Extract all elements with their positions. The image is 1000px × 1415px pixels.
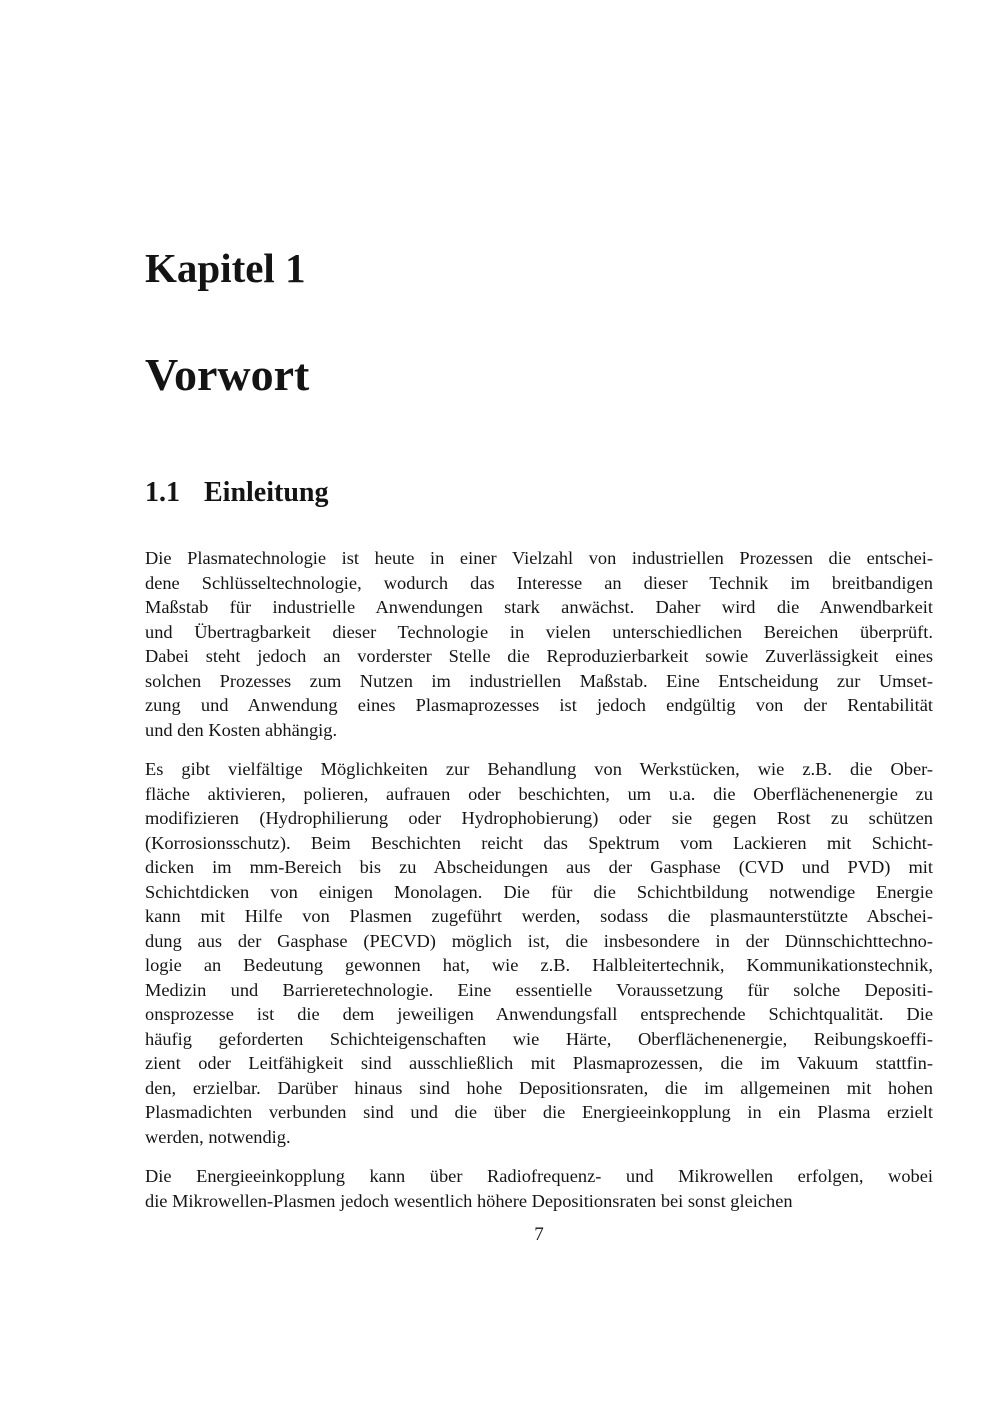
- section-heading: [145, 477, 328, 509]
- text-line: zung und Anwendung eines Plasmaprozesses ist jedoch endgültig von der Rentabilität: [145, 695, 933, 715]
- text-line: modifizieren (Hydrophilierung oder Hydrophobierung) oder sie gegen Rost zu schützen: [145, 808, 933, 828]
- text-line: dicken im mm-Bereich bis zu Abscheidungen aus der Gasphase (CVD und PVD) mit: [145, 857, 933, 877]
- text-line: Es gibt vielfältige Möglichkeiten zur Behandlung von Werkstücken, wie z.B. die Ober-: [145, 759, 933, 779]
- paragraph-2: [145, 757, 933, 1149]
- text-line: (Korrosionsschutz). Beim Beschichten reicht das Spektrum vom Lackieren mit Schicht-: [145, 832, 933, 853]
- text-line: zient oder Leitfähigkeit sind ausschließlich mit Plasmaprozessen, die im Vakuum stattfin-: [145, 1053, 933, 1073]
- text-line: Medizin und Barrieretechnologie. Eine essentielle Voraussetzung für solche Depositi-: [145, 979, 933, 1000]
- text-line: und Übertragbarkeit dieser Technologie in vielen unterschiedlichen Bereichen überprüft.: [145, 621, 933, 642]
- text-line: Dabei steht jedoch an vorderster Stelle die Reproduzierbarkeit sowie Zuverlässigkeit eines: [145, 646, 933, 666]
- page-number: 7: [534, 1224, 544, 1245]
- section-number: 1.1: [145, 477, 180, 508]
- paragraph-1: [145, 546, 933, 742]
- text-line: kann mit Hilfe von Plasmen zugeführt werden, sodass die plasmaunterstützte Abschei-: [145, 906, 933, 926]
- text-line: solchen Prozesses zum Nutzen im industriellen Maßstab. Eine Entscheidung zur Umset-: [145, 670, 933, 691]
- section-title: Einleitung: [204, 477, 329, 508]
- text-line: dung aus der Gasphase (PECVD) möglich ist, die insbesondere in der Dünnschichttechno-: [145, 930, 933, 951]
- text-line: dene Schlüsseltechnologie, wodurch das Interesse an dieser Technik im breitbandigen: [145, 572, 933, 593]
- text-line: Die Plasmatechnologie ist heute in einer Vielzahl von industriellen Prozessen die entschei-: [145, 548, 933, 568]
- text-line: die Mikrowellen-Plasmen jedoch wesentlich höhere Depositionsraten bei sonst gleichen: [145, 1190, 793, 1211]
- text-line: und den Kosten abhängig.: [145, 719, 338, 740]
- text-line: häufig geforderten Schichteigenschaften wie Härte, Oberflächenenergie, Reibungskoeffi-: [145, 1028, 933, 1049]
- text-line: logie an Bedeutung gewonnen hat, wie z.B. Halbleitertechnik, Kommunikationstechnik,: [145, 955, 933, 975]
- text-line: fläche aktivieren, polieren, aufrauen oder beschichten, um u.a. die Oberflächenenergie zu: [145, 783, 933, 804]
- text-line: werden, notwendig.: [145, 1126, 291, 1147]
- chapter-number-heading: Kapitel 1: [145, 245, 306, 291]
- paragraph-3: [145, 1164, 933, 1213]
- text-line: Maßstab für industrielle Anwendungen stark anwächst. Daher wird die Anwendbarkeit: [145, 597, 933, 617]
- text-line: Die Energieeinkopplung kann über Radiofrequenz- und Mikrowellen erfolgen, wobei: [145, 1166, 933, 1186]
- text-line: den, erzielbar. Darüber hinaus sind hohe Depositionsraten, die im allgemeinen mit hohen: [145, 1077, 933, 1098]
- text-line: Schichtdicken von einigen Monolagen. Die für die Schichtbildung notwendige Energie: [145, 881, 933, 902]
- chapter-title-heading: Vorwort: [145, 349, 310, 400]
- text-line: Plasmadichten verbunden sind und die über die Energieeinkopplung in ein Plasma erzielt: [145, 1102, 933, 1122]
- body-text: [145, 546, 933, 1228]
- text-line: onsprozesse ist die dem jeweiligen Anwendungsfall entsprechende Schichtqualität. Die: [145, 1004, 933, 1024]
